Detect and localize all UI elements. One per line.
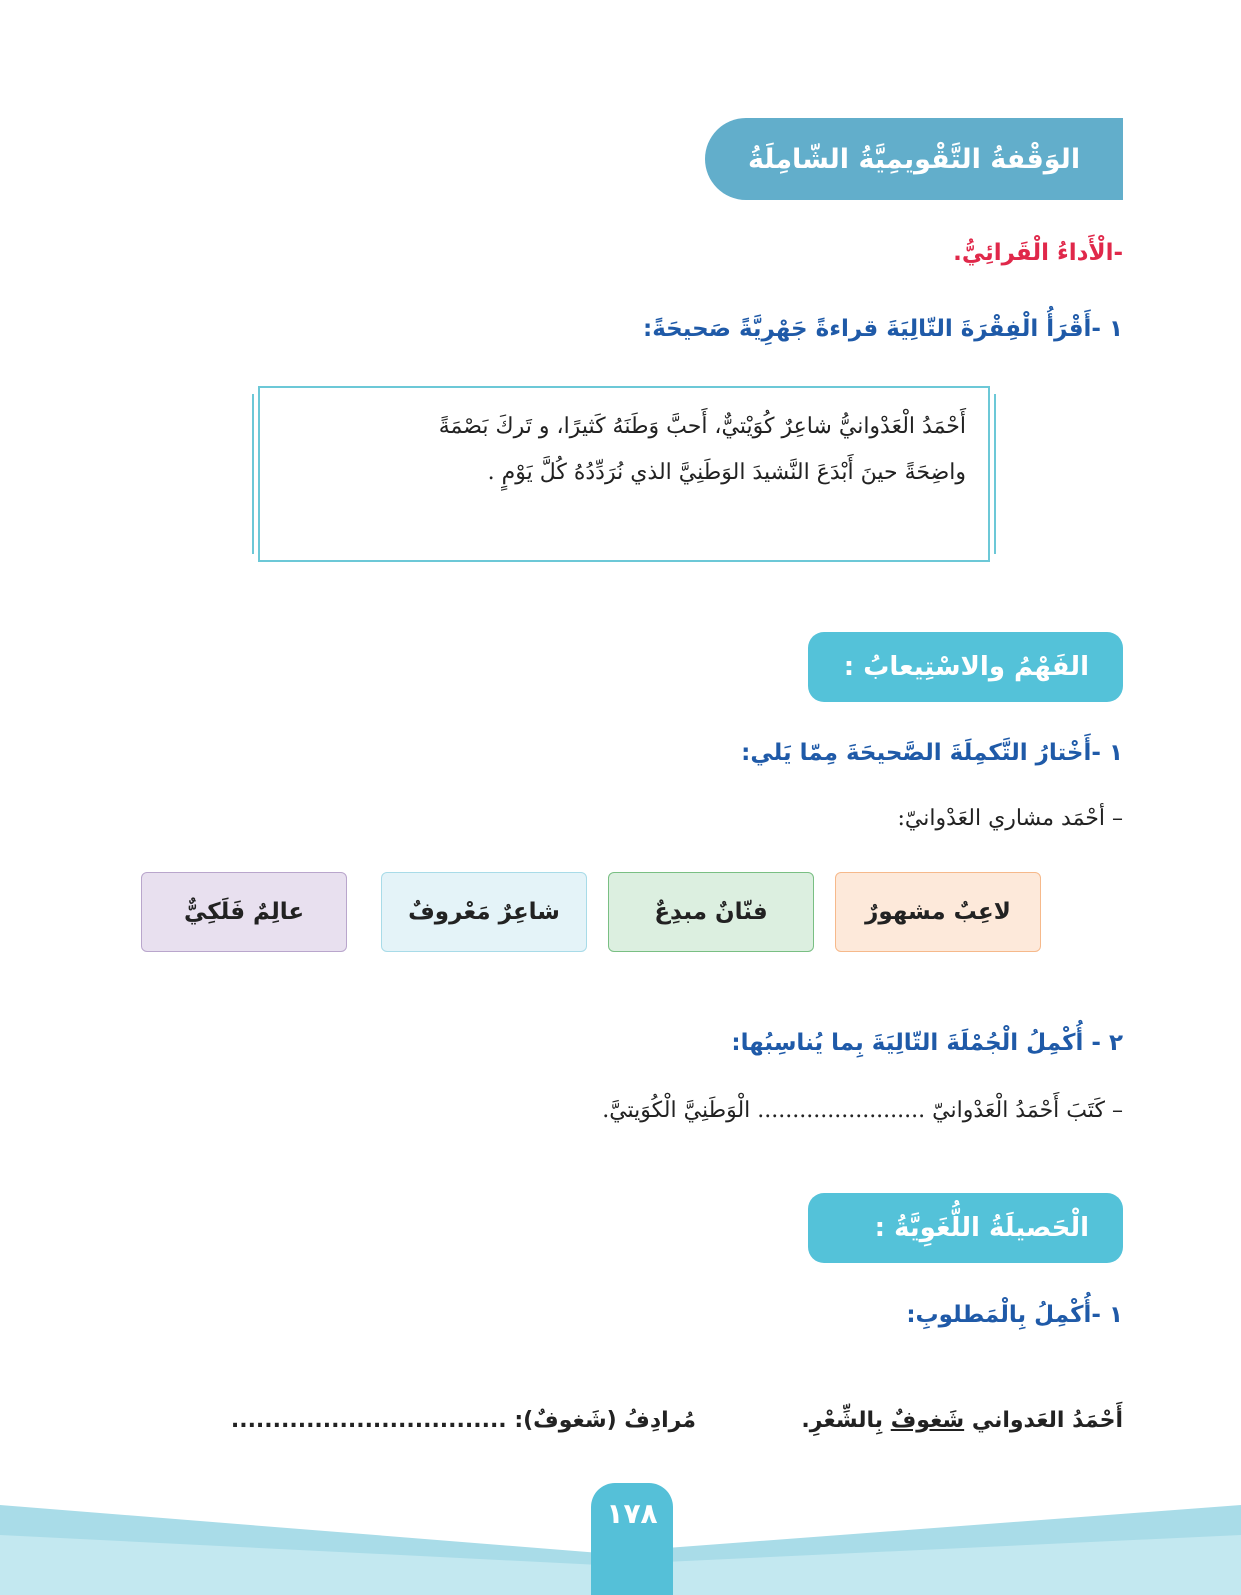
- reading-heading: -الْأَداءُ الْقَرائِيُّ.: [953, 240, 1123, 266]
- comprehension-q1-prompt: – أحْمَد مشاري العَدْوانيّ:: [897, 806, 1123, 831]
- q2-sentence-end: الْوَطَنِيَّ الْكُوَيتيَّ.: [602, 1098, 751, 1123]
- option-astronomer[interactable]: [141, 872, 347, 952]
- synonym-answer-blank[interactable]: .................................: [230, 1408, 507, 1433]
- comprehension-q2: ٢ - أُكْمِلُ الْجُمْلَةَ التّالِيَةَ بِما يُناسِبُها:: [731, 1030, 1123, 1056]
- option-label: شاعِرٌ مَعْروفٌ: [408, 899, 560, 925]
- option-label: لاعِبٌ مشهورٌ: [865, 899, 1011, 925]
- comprehension-q1: ١ -أَخْتارُ التَّكمِلَةَ الصَّحيحَةَ مِمّا يَلي:: [741, 740, 1123, 766]
- reading-passage-box: [258, 386, 990, 562]
- option-label: فنّانٌ مبدِعٌ: [654, 899, 768, 925]
- option-famous-player[interactable]: [835, 872, 1041, 952]
- page-title-banner: [705, 118, 1123, 200]
- q2-sentence-start: – كَتَبَ أَحْمَدُ الْعَدْوانيّ: [932, 1098, 1123, 1123]
- language-section-header: [808, 1193, 1123, 1263]
- page-number-tab: [591, 1483, 673, 1595]
- sentence-end: بِالشِّعْرِ.: [801, 1408, 884, 1433]
- synonym-line: [231, 1408, 696, 1433]
- synonym-label: مُرادِفُ (شَغوفٌ):: [514, 1408, 696, 1433]
- option-known-poet[interactable]: [381, 872, 587, 952]
- page-title: الوَقْفةُ التَّقْويمِيَّةُ الشّامِلَةُ: [747, 143, 1081, 175]
- language-sentence: [801, 1408, 1123, 1433]
- language-heading: الْحَصيلَةُ اللُّغَوِيَّةُ :: [874, 1213, 1089, 1243]
- passage-line-1: أَحْمَدُ الْعَدْوانيُّ شاعِرٌ كُوَيْتيٌّ، أَحبَّ وَطَنَهُ كَثيرًا، و تَركَ بَصْمَةً: [438, 414, 966, 439]
- page-number: ١٧٨: [606, 1497, 658, 1530]
- q2-answer-blank[interactable]: ........................: [757, 1098, 926, 1123]
- comprehension-section-header: [808, 632, 1123, 702]
- sentence-underlined-word: شَغوفٌ: [890, 1408, 965, 1433]
- comprehension-heading: الفَهْمُ والاسْتِيعابُ :: [843, 652, 1089, 682]
- language-q1: ١ -أُكْمِلُ بِالْمَطلوبِ:: [906, 1302, 1123, 1328]
- passage-line-2: واضِحَةً حينَ أَبْدَعَ النَّشيدَ الوَطَنِيَّ الذي نُرَدِّدُهُ كُلَّ يَوْمٍ .: [487, 460, 966, 485]
- option-label: عالِمٌ فَلَكِيٌّ: [183, 899, 305, 925]
- reading-task: ١ -أَقْرَأُ الْفِقْرَةَ التّالِيَةَ قراءةً جَهْرِيَّةً صَحيحَةً:: [643, 316, 1123, 342]
- option-creative-artist[interactable]: [608, 872, 814, 952]
- comprehension-q2-sentence: [602, 1098, 1123, 1123]
- sentence-start: أَحْمَدُ العَدواني: [971, 1408, 1123, 1433]
